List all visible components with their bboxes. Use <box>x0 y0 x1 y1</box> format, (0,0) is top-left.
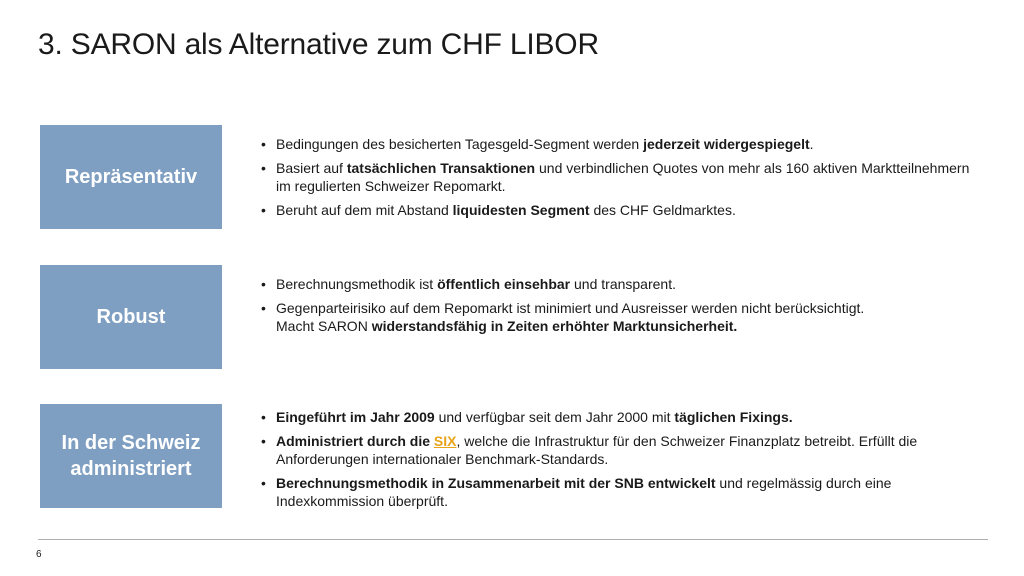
page-title: 3. SARON als Alternative zum CHF LIBOR <box>38 28 599 61</box>
bullet-item: • Eingeführt im Jahr 2009 und verfügbar seit dem Jahr 2000 mit täglichen Fixings. <box>258 408 978 426</box>
bullet-item: • Gegenparteirisiko auf dem Repomarkt ist minimiert und Ausreisser werden nicht berücksichtigt. Macht SARON widerstandsfähig in Zeiten erhöhter Marktunsicherheit. <box>258 299 978 335</box>
label-box-robust <box>40 265 222 369</box>
bullet-item: • Beruht auf dem mit Abstand liquidesten Segment des CHF Geldmarktes. <box>258 201 978 219</box>
bullet-item: • Berechnungsmethodik ist öffentlich einsehbar und transparent. <box>258 275 978 293</box>
label-repraesentativ: Repräsentativ <box>64 166 198 188</box>
label-box-repraesentativ <box>40 125 222 229</box>
label-in-der-schweiz-line1: In der Schweiz <box>61 432 201 454</box>
bullet-item: • Basiert auf tatsächlichen Transaktionen und verbindlichen Quotes von mehr als 160 aktiven Marktteilnehmern im regulierten Schweizer Repomarkt. <box>258 159 978 195</box>
bullet-item: • Berechnungsmethodik in Zusammenarbeit mit der SNB entwickelt und regelmässig durch eine Indexkommission überprüft. <box>258 474 978 510</box>
page-number: 6 <box>36 549 42 560</box>
label-in-der-schweiz-line2: administriert <box>70 458 192 480</box>
bullet-item: • Administriert durch die SIX, welche die Infrastruktur für den Schweizer Finanzplatz betreibt. Erfüllt die Anforderungen internationaler Benchmark-Standards. <box>258 432 978 468</box>
bullet-list-robust <box>258 275 978 341</box>
footer-divider <box>38 539 988 540</box>
label-robust: Robust <box>96 306 166 328</box>
label-box-in-der-schweiz <box>40 404 222 508</box>
bullet-list-in-der-schweiz <box>258 408 978 516</box>
bullet-item: • Bedingungen des besicherten Tagesgeld-Segment werden jederzeit widergespiegelt. <box>258 135 978 153</box>
bullet-list-repraesentativ <box>258 135 978 225</box>
six-link[interactable]: SIX <box>433 433 457 449</box>
